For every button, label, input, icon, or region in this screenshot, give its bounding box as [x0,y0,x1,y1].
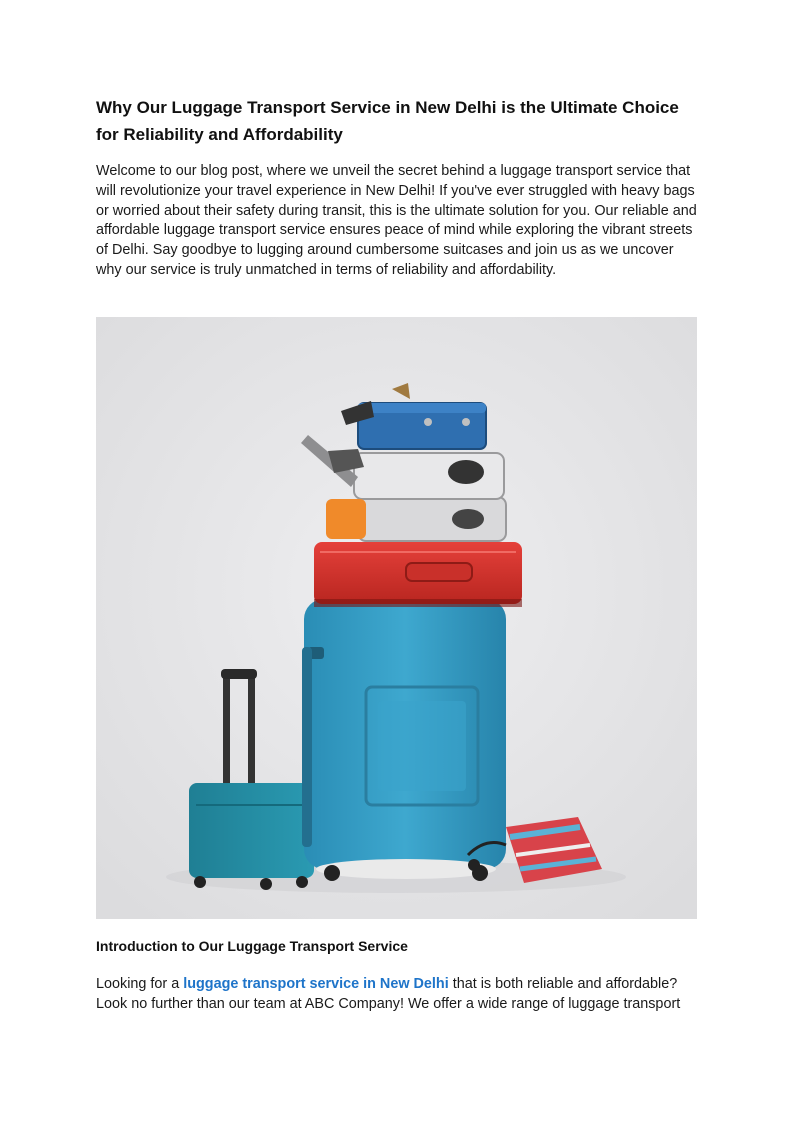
red-suitcase [314,542,522,607]
luggage-photo [96,317,697,919]
section-heading: Introduction to Our Luggage Transport Service [96,938,408,954]
luggage-illustration [96,317,697,919]
large-suitcase [302,599,506,881]
intro-paragraph: Welcome to our blog post, where we unveil the secret behind a luggage transport service that will revolutionize your travel experience in New Delhi! If you've ever struggled with heavy bags or worried about their safety during transit, this is the ultimate solution for you. Our reliable and affordable luggage transport service ensures peace of mind while exploring the vibrant streets of Delhi. Say goodbye to lugging around cumbersome suitcases and join us as we uncover why our service is truly unmatched in terms of reliability and affordability. [96,163,697,278]
paragraph-prefix: Looking for a [96,976,184,992]
article-title: Why Our Luggage Transport Service in New Delhi is the Ultimate Choice for Reliability and Affordability [96,98,679,144]
luggage-service-link[interactable]: luggage transport service in New Delhi [183,976,449,992]
paragraph-suffix: that is both reliable and affordable? Look no further than our team at ABC Company! We offer a wide range of luggage transport [96,976,681,1012]
intro-section-paragraph [96,975,698,1015]
